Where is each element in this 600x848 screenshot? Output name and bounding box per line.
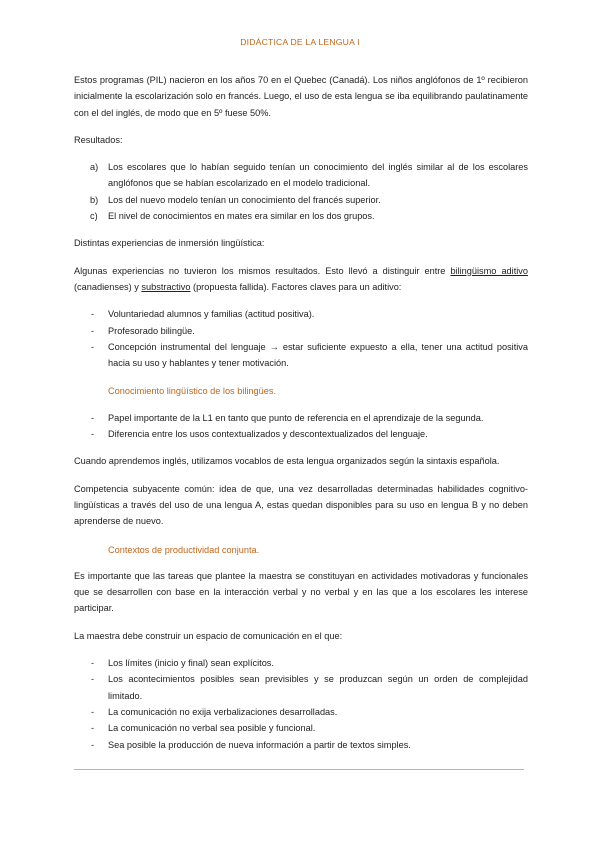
tareas-paragraph: Es importante que las tareas que plantee la maestra se constituyan en actividades motivadoras y funcionales que se desarrollen con base en la interacción verbal y no verbal y en las que a los escolares les interese participar. bbox=[74, 570, 528, 614]
list-item-text: La comunicación no verbal sea posible y funcional. bbox=[108, 723, 316, 734]
list-marker: a) bbox=[90, 162, 99, 173]
list-item-text: Los escolares que lo habían seguido tenían un conocimiento del inglés similar al de los escolares anglófonos que se habían escolarizado en el modelo tradicional. bbox=[108, 162, 528, 189]
list-item-text: Concepción instrumental del lenguaje → estar suficiente expuesto a ella, tener una actitud positiva hacia su uso y hablantes y tener motivación. bbox=[108, 341, 528, 369]
list-item-text: Los del nuevo modelo tenían un conocimiento del francés superior. bbox=[108, 194, 381, 205]
list-item-text: Profesorado bilingüe. bbox=[108, 325, 195, 336]
document-body bbox=[74, 72, 528, 764]
list-item bbox=[74, 655, 528, 671]
list-item bbox=[74, 704, 528, 720]
text-run: (propuesta fallida). Factores claves para un aditivo: bbox=[190, 281, 402, 292]
list-item bbox=[74, 159, 528, 192]
term-bilinguismo-aditivo: bilingüismo aditivo bbox=[450, 265, 528, 276]
list-marker: c) bbox=[90, 211, 98, 222]
list-marker: - bbox=[91, 739, 95, 750]
list-marker: - bbox=[91, 658, 95, 669]
list-marker: b) bbox=[90, 194, 99, 205]
list-marker: - bbox=[91, 429, 95, 440]
list-marker: - bbox=[91, 325, 95, 336]
list-item bbox=[74, 306, 528, 322]
list-item-text: Los acontecimientos posibles sean previsibles y se produzcan según un orden de complejidad limitado. bbox=[108, 674, 528, 701]
espacio-paragraph: La maestra debe construir un espacio de comunicación en el que: bbox=[74, 630, 343, 641]
sintaxis-paragraph: Cuando aprendemos inglés, utilizamos vocablos de esta lengua organizados según la sintaxis española. bbox=[74, 456, 500, 467]
list-item-text: Diferencia entre los usos contextualizados y descontextualizados del lenguaje. bbox=[108, 429, 428, 440]
term-substractivo: substractivo bbox=[141, 281, 191, 292]
list-item-text: Voluntariedad alumnos y familias (actitud positiva). bbox=[108, 309, 315, 320]
espacio-list bbox=[74, 655, 528, 753]
resultados-heading: Resultados: bbox=[74, 134, 123, 145]
list-marker: - bbox=[91, 674, 95, 685]
list-item-text: Papel importante de la L1 en tanto que punto de referencia en el aprendizaje de la segunda. bbox=[108, 412, 484, 423]
experiencias-paragraph bbox=[74, 263, 528, 296]
list-item bbox=[74, 323, 528, 339]
text-run: (canadienses) y bbox=[74, 281, 142, 292]
list-item-text: El nivel de conocimientos en mates era similar en los dos grupos. bbox=[108, 211, 375, 222]
list-item bbox=[74, 737, 528, 753]
list-marker: - bbox=[91, 412, 95, 423]
conocimiento-list bbox=[74, 410, 528, 443]
list-item-text: La comunicación no exija verbalizaciones desarrolladas. bbox=[108, 706, 338, 717]
list-item bbox=[74, 208, 528, 224]
factores-list bbox=[74, 306, 528, 371]
list-item bbox=[74, 410, 528, 426]
list-marker: - bbox=[91, 706, 95, 717]
list-item-text: Sea posible la producción de nueva información a partir de textos simples. bbox=[108, 739, 411, 750]
conocimiento-heading: Conocimiento lingüístico de los bilingües. bbox=[108, 386, 277, 397]
list-item bbox=[74, 671, 528, 704]
resultados-list bbox=[74, 159, 528, 224]
intro-paragraph: Estos programas (PIL) nacieron en los años 70 en el Quebec (Canadá). Los niños anglófonos de 1º recibieron inicialmente la escolarización solo en francés. Luego, el uso de esta lengua se iba equilibrando paulatinamente con el del inglés, de modo que en 5º fuese 50%. bbox=[74, 75, 528, 118]
list-item-text: Los límites (inicio y final) sean explícitos. bbox=[108, 658, 274, 669]
contextos-heading: Contextos de productividad conjunta. bbox=[108, 544, 260, 555]
page-header-title: DIDÁCTICA DE LA LENGUA I bbox=[240, 37, 360, 47]
list-item bbox=[74, 192, 528, 208]
text-run: Algunas experiencias no tuvieron los mismos resultados. Esto llevó a distinguir entre bbox=[74, 265, 451, 276]
list-item bbox=[74, 720, 528, 736]
list-marker: - bbox=[91, 723, 95, 734]
list-item bbox=[74, 339, 528, 372]
footer-divider bbox=[74, 769, 524, 770]
competencia-paragraph: Competencia subyacente común: idea de que, una vez desarrolladas determinadas habilidades cognitivo-lingüísticas a través del uso de una lengua A, estas quedan disponibles para su uso en lengua B y no deben aprenderse de nuevo. bbox=[74, 483, 528, 527]
list-marker: - bbox=[91, 309, 95, 320]
list-item bbox=[74, 426, 528, 442]
experiencias-heading: Distintas experiencias de inmersión lingüística: bbox=[74, 238, 265, 249]
list-marker: - bbox=[91, 341, 95, 352]
